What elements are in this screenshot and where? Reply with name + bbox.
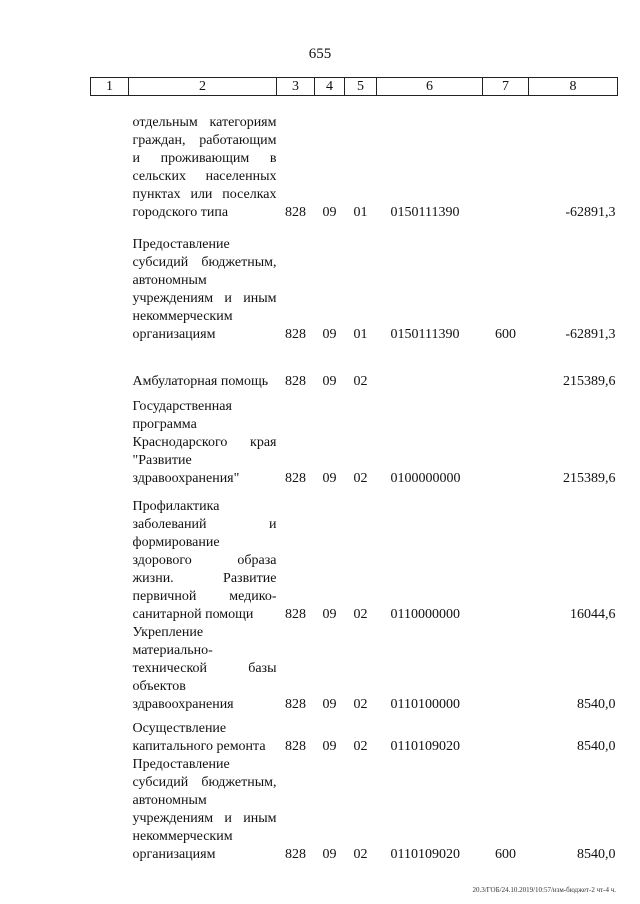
row-col7: 600	[495, 326, 516, 342]
row-name: Государственная программа Краснодарского края "Развитие здравоохранения"	[132, 398, 277, 486]
row-col7	[483, 488, 529, 624]
row-col6: 0150111390	[390, 326, 460, 342]
row-col5: 01	[353, 204, 368, 220]
row-col6: 0110100000	[390, 696, 460, 712]
row-name: Амбулаторная помощь	[132, 373, 269, 389]
budget-table	[90, 77, 618, 864]
table-row	[91, 488, 618, 624]
row-col3: 828	[285, 373, 306, 389]
footer-note: 20.3/ГОБ/24.10.2019/10:57/изм-бюджет-2 чт-4 ч.	[472, 886, 616, 894]
row-col5: 02	[353, 696, 368, 712]
row-col5: 02	[353, 606, 368, 622]
row-col8: 215389,6	[563, 373, 616, 389]
row-col6: 0150111390	[390, 204, 460, 220]
row-col4: 09	[322, 846, 337, 862]
row-col8: -62891,3	[565, 326, 616, 342]
row-col8: 8540,0	[577, 846, 616, 862]
row-col8: 8540,0	[577, 696, 616, 712]
row-col7	[483, 624, 529, 714]
row-col4: 09	[322, 696, 337, 712]
row-col6: 0110109020	[390, 846, 460, 862]
column-header-4: 4	[315, 78, 345, 96]
column-header-1: 1	[91, 78, 129, 96]
row-col4: 09	[322, 373, 337, 389]
row-col7	[483, 96, 529, 222]
row-col6: 0110109020	[390, 738, 460, 754]
table-row	[91, 344, 618, 391]
row-col5: 02	[353, 846, 368, 862]
row-col4: 09	[322, 470, 337, 486]
table-header-row	[91, 78, 618, 96]
row-name: отдельным категориям граждан, работающим и проживающим в сельских населенных пунктах или поселках городского типа	[132, 114, 277, 220]
page-number: 655	[308, 46, 332, 62]
row-col4: 09	[322, 738, 337, 754]
column-header-3: 3	[277, 78, 315, 96]
table-row	[91, 222, 618, 344]
row-col3: 828	[285, 204, 306, 220]
row-name: Предоставление субсидий бюджетным, автономным учреждениям и иным некоммерческим организациям	[132, 756, 277, 862]
row-col7	[483, 391, 529, 488]
row-col5: 01	[353, 326, 368, 342]
row-name: Предоставление субсидий бюджетным, автономным учреждениям и иным некоммерческим организациям	[132, 236, 277, 342]
table-row	[91, 714, 618, 756]
row-col7	[483, 714, 529, 756]
row-col4: 09	[322, 606, 337, 622]
row-col4: 09	[322, 204, 337, 220]
table-row	[91, 96, 618, 222]
row-col5: 02	[353, 373, 368, 389]
table-row	[91, 391, 618, 488]
row-name: Укрепление материально-технической базы объектов здравоохранения	[132, 624, 277, 712]
row-col6: 0110000000	[390, 606, 460, 622]
row-col5: 02	[353, 470, 368, 486]
column-header-2: 2	[129, 78, 277, 96]
row-col3: 828	[285, 470, 306, 486]
column-header-5: 5	[345, 78, 377, 96]
row-col7: 600	[495, 846, 516, 862]
row-col8: 8540,0	[577, 738, 616, 754]
column-header-8: 8	[529, 78, 618, 96]
row-col3: 828	[285, 326, 306, 342]
row-col8: 215389,6	[563, 470, 616, 486]
row-col8: 16044,6	[570, 606, 616, 622]
column-header-7: 7	[483, 78, 529, 96]
row-name: Профилактика заболеваний и формирование здорового образа жизни. Развитие первичной медико-санитарной помощи	[132, 498, 277, 622]
table-row	[91, 624, 618, 714]
row-name: Осуществление капитального ремонта	[132, 720, 266, 754]
row-col6: 0100000000	[390, 470, 461, 486]
column-header-6: 6	[377, 78, 483, 96]
row-col4: 09	[322, 326, 337, 342]
row-col3: 828	[285, 846, 306, 862]
row-col7	[483, 344, 529, 391]
row-col3: 828	[285, 696, 306, 712]
row-col3: 828	[285, 738, 306, 754]
table-row	[91, 756, 618, 864]
row-col8: -62891,3	[565, 204, 616, 220]
row-col6	[377, 344, 483, 391]
row-col5: 02	[353, 738, 368, 754]
row-col3: 828	[285, 606, 306, 622]
